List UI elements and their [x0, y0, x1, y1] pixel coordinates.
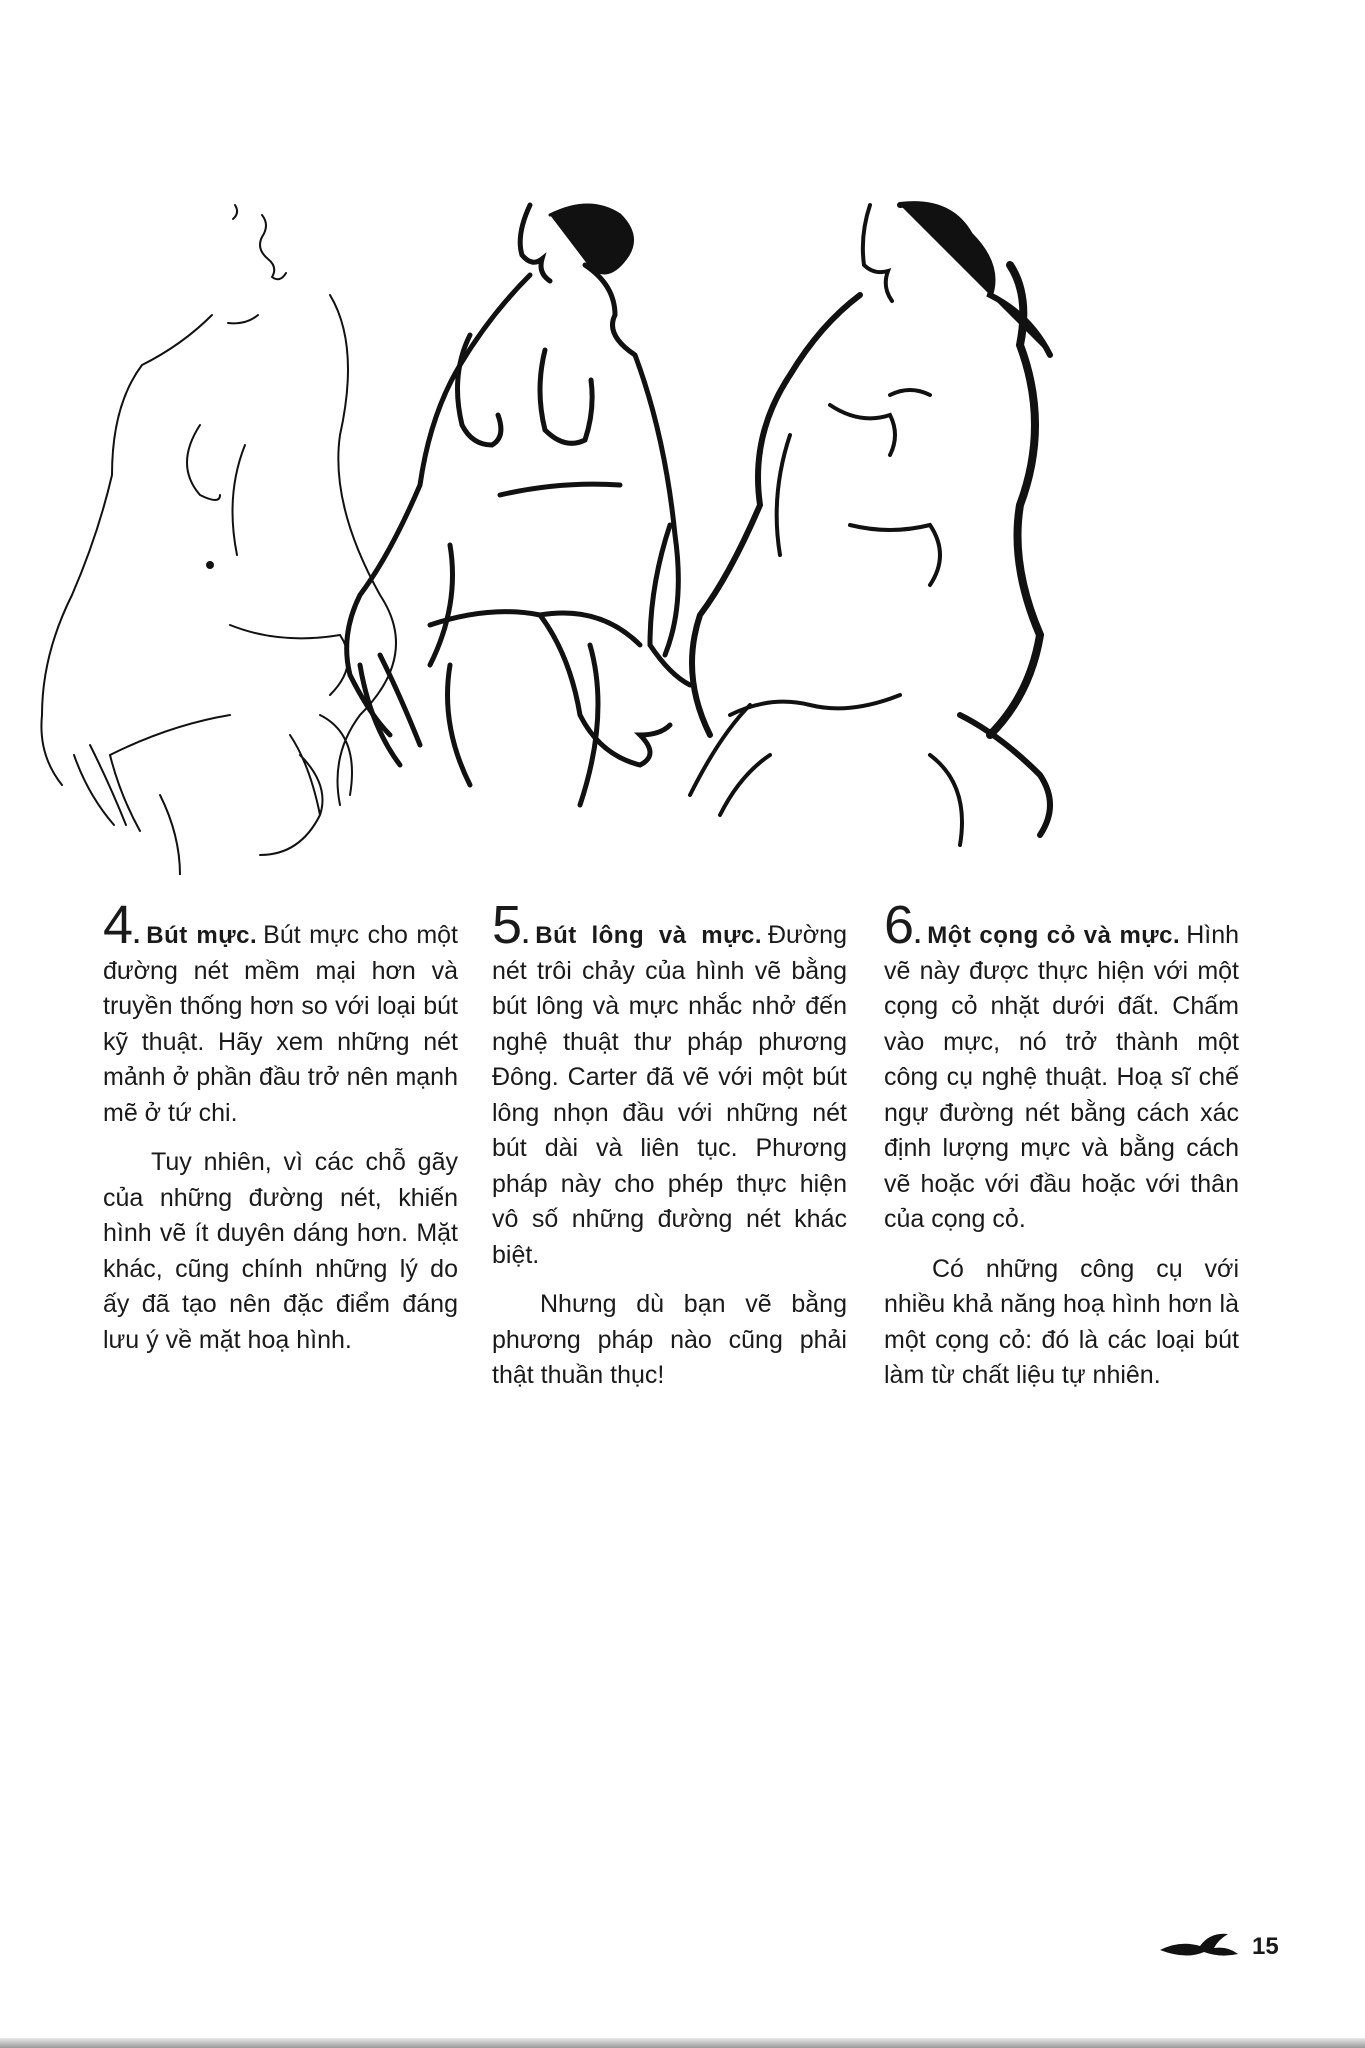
figure-technical-pen: [41, 205, 396, 875]
section-number: 4: [103, 895, 134, 955]
figure-brush-ink: [347, 205, 690, 805]
section-number: 6: [884, 895, 915, 955]
section-number-dot: .: [133, 919, 141, 949]
section-number: 5: [492, 895, 523, 955]
bird-ornament-icon: [1158, 1930, 1248, 1965]
page-footer: [1158, 1927, 1279, 1967]
section-paragraph: Bút mực cho một đường nét mềm mại hơn và truyền thống hơn so với loại bút kỹ thuật. Hãy xem những nét mảnh ở phần đầu trở nên mạnh mẽ ở tứ chi.: [103, 921, 459, 1127]
page-number: 15: [1252, 1933, 1279, 1960]
section-bút-mực: [103, 895, 459, 1372]
section-một-cọng-cỏ-và-mực: [884, 895, 1239, 1408]
section-bút-lông-và-mực: [492, 895, 847, 1408]
section-heading: Bút mực.: [146, 922, 258, 949]
section-paragraph: Đường nét trôi chảy của hình vẽ bằng bút lông và mực nhắc nhở đến nghệ thuật thư pháp phương Đông. Carter đã vẽ với một bút lông nhọn đầu với những nét bút dài và liên tục. Phương pháp này cho phép thực hiện vô số những đường nét khác biệt.: [492, 921, 847, 1269]
section-paragraph: Tuy nhiên, vì các chỗ gãy của những đường nét, khiến hình vẽ ít duyên dáng hơn. Mặt khác, cũng chính những lý do ấy đã tạo nên đặc điểm đáng lưu ý về mặt hoạ hình.: [103, 1148, 458, 1354]
section-paragraph: Hình vẽ này được thực hiện với một cọng cỏ nhặt dưới đất. Chấm vào mực, nó trở thành một công cụ nghệ thuật. Hoạ sĩ chế ngự đường nét bằng cách xác định lượng mực và bằng cách vẽ hoặc với đầu hoặc với thân của cọng cỏ.: [884, 921, 1239, 1233]
section-paragraph: Có những công cụ với nhiều khả năng hoạ hình hơn là một cọng cỏ: đó là các loại bút làm từ chất liệu tự nhiên.: [884, 1254, 1239, 1389]
section-number-dot: .: [522, 919, 530, 949]
section-heading: Bút lông và mực.: [535, 922, 762, 949]
page-bottom-edge: [0, 2038, 1365, 2048]
figure-grass-ink: [690, 204, 1050, 845]
section-number-dot: .: [914, 919, 922, 949]
illustrations-strip: [30, 195, 1330, 875]
section-heading: Một cọng cỏ và mực.: [927, 922, 1181, 949]
section-paragraph: Nhưng dù bạn vẽ bằng phương pháp nào cũng phải thật thuần thục!: [492, 1290, 847, 1389]
